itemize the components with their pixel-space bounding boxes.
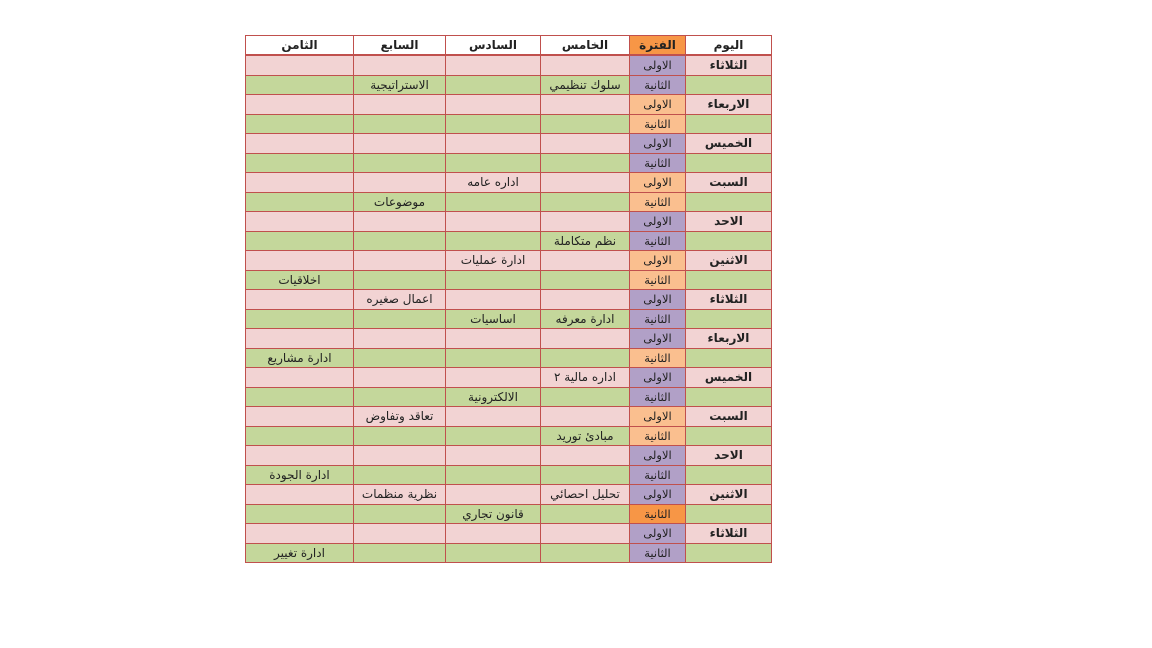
header-day: اليوم xyxy=(686,36,772,56)
day-cell: الاحد xyxy=(686,446,772,466)
subject-cell-seventh: اعمال صغيره xyxy=(354,290,446,310)
subject-cell-eighth xyxy=(246,153,354,173)
day-cell: الخميس xyxy=(686,368,772,388)
day-cell xyxy=(686,348,772,368)
subject-cell-sixth: اساسيات xyxy=(446,309,541,329)
subject-cell-seventh xyxy=(354,348,446,368)
period-cell: الاولى xyxy=(630,446,686,466)
subject-cell-seventh xyxy=(354,446,446,466)
day-cell: السبت xyxy=(686,173,772,193)
period-cell: الثانية xyxy=(630,348,686,368)
table-row xyxy=(246,543,772,563)
subject-cell-fifth xyxy=(541,270,630,290)
subject-cell-fifth: مبادئ توريد xyxy=(541,426,630,446)
subject-cell-seventh xyxy=(354,173,446,193)
subject-cell-seventh xyxy=(354,368,446,388)
period-cell: الثانية xyxy=(630,465,686,485)
subject-cell-eighth xyxy=(246,485,354,505)
day-cell xyxy=(686,309,772,329)
schedule-body xyxy=(246,55,772,563)
subject-cell-seventh xyxy=(354,153,446,173)
period-cell: الثانية xyxy=(630,114,686,134)
day-cell xyxy=(686,426,772,446)
subject-cell-eighth xyxy=(246,524,354,544)
period-cell: الاولى xyxy=(630,251,686,271)
subject-cell-seventh: الاستراتيجية xyxy=(354,75,446,95)
table-row xyxy=(246,212,772,232)
period-cell: الاولى xyxy=(630,95,686,115)
subject-cell-seventh xyxy=(354,55,446,75)
period-cell: الاولى xyxy=(630,290,686,310)
day-cell xyxy=(686,153,772,173)
subject-cell-sixth xyxy=(446,446,541,466)
subject-cell-fifth xyxy=(541,55,630,75)
subject-cell-fifth xyxy=(541,524,630,544)
day-cell xyxy=(686,543,772,563)
day-cell: الاثنين xyxy=(686,251,772,271)
subject-cell-eighth: ادارة تغيير xyxy=(246,543,354,563)
period-cell: الثانية xyxy=(630,504,686,524)
subject-cell-seventh xyxy=(354,212,446,232)
header-row xyxy=(246,36,772,56)
period-cell: الثانية xyxy=(630,231,686,251)
subject-cell-sixth: اداره عامه xyxy=(446,173,541,193)
subject-cell-sixth xyxy=(446,524,541,544)
subject-cell-eighth xyxy=(246,75,354,95)
subject-cell-fifth xyxy=(541,251,630,271)
subject-cell-fifth xyxy=(541,95,630,115)
subject-cell-eighth xyxy=(246,290,354,310)
period-cell: الثانية xyxy=(630,153,686,173)
table-row xyxy=(246,485,772,505)
subject-cell-seventh xyxy=(354,134,446,154)
day-cell: الثلاثاء xyxy=(686,524,772,544)
subject-cell-seventh xyxy=(354,329,446,349)
table-row xyxy=(246,75,772,95)
subject-cell-eighth xyxy=(246,309,354,329)
subject-cell-sixth: قانون تجاري xyxy=(446,504,541,524)
table-row xyxy=(246,446,772,466)
subject-cell-sixth xyxy=(446,55,541,75)
subject-cell-seventh: نظرية منظمات xyxy=(354,485,446,505)
period-cell: الثانية xyxy=(630,426,686,446)
table-row xyxy=(246,426,772,446)
period-cell: الثانية xyxy=(630,75,686,95)
subject-cell-seventh xyxy=(354,387,446,407)
day-cell: الثلاثاء xyxy=(686,290,772,310)
header-eighth: الثامن xyxy=(246,36,354,56)
subject-cell-eighth xyxy=(246,426,354,446)
subject-cell-eighth: ادارة الجودة xyxy=(246,465,354,485)
period-cell: الاولى xyxy=(630,524,686,544)
subject-cell-fifth xyxy=(541,212,630,232)
period-cell: الاولى xyxy=(630,134,686,154)
period-cell: الثانية xyxy=(630,387,686,407)
period-cell: الثانية xyxy=(630,192,686,212)
subject-cell-sixth xyxy=(446,368,541,388)
table-row xyxy=(246,524,772,544)
subject-cell-sixth xyxy=(446,231,541,251)
table-row xyxy=(246,290,772,310)
table-row xyxy=(246,348,772,368)
table-row xyxy=(246,407,772,427)
table-row xyxy=(246,251,772,271)
table-row xyxy=(246,465,772,485)
subject-cell-fifth: اداره مالية ٢ xyxy=(541,368,630,388)
subject-cell-fifth xyxy=(541,173,630,193)
subject-cell-fifth xyxy=(541,465,630,485)
subject-cell-fifth xyxy=(541,329,630,349)
day-cell: الاحد xyxy=(686,212,772,232)
subject-cell-eighth xyxy=(246,329,354,349)
period-cell: الثانية xyxy=(630,309,686,329)
table-row xyxy=(246,134,772,154)
subject-cell-sixth xyxy=(446,212,541,232)
subject-cell-sixth xyxy=(446,95,541,115)
period-cell: الاولى xyxy=(630,173,686,193)
subject-cell-sixth xyxy=(446,290,541,310)
subject-cell-seventh xyxy=(354,251,446,271)
subject-cell-sixth xyxy=(446,465,541,485)
subject-cell-seventh: تعاقد وتفاوض xyxy=(354,407,446,427)
table-row xyxy=(246,387,772,407)
period-cell: الثانية xyxy=(630,543,686,563)
subject-cell-eighth: ادارة مشاريع xyxy=(246,348,354,368)
subject-cell-sixth: الالكترونية xyxy=(446,387,541,407)
subject-cell-seventh xyxy=(354,270,446,290)
subject-cell-seventh: موضوعات xyxy=(354,192,446,212)
subject-cell-fifth xyxy=(541,192,630,212)
subject-cell-fifth xyxy=(541,504,630,524)
schedule-table xyxy=(245,35,772,563)
subject-cell-fifth: ادارة معرفه xyxy=(541,309,630,329)
day-cell xyxy=(686,231,772,251)
subject-cell-seventh xyxy=(354,114,446,134)
table-row xyxy=(246,55,772,75)
subject-cell-fifth xyxy=(541,153,630,173)
subject-cell-eighth xyxy=(246,95,354,115)
subject-cell-sixth xyxy=(446,407,541,427)
subject-cell-eighth xyxy=(246,55,354,75)
period-cell: الاولى xyxy=(630,55,686,75)
header-fifth: الخامس xyxy=(541,36,630,56)
subject-cell-eighth: اخلاقيات xyxy=(246,270,354,290)
table-row xyxy=(246,231,772,251)
day-cell: الخميس xyxy=(686,134,772,154)
day-cell: الاثنين xyxy=(686,485,772,505)
subject-cell-seventh xyxy=(354,95,446,115)
subject-cell-fifth: تحليل احصائي xyxy=(541,485,630,505)
subject-cell-eighth xyxy=(246,504,354,524)
table-row xyxy=(246,329,772,349)
day-cell xyxy=(686,192,772,212)
subject-cell-sixth: ادارة عمليات xyxy=(446,251,541,271)
table-row xyxy=(246,270,772,290)
subject-cell-sixth xyxy=(446,114,541,134)
subject-cell-eighth xyxy=(246,387,354,407)
subject-cell-sixth xyxy=(446,543,541,563)
subject-cell-eighth xyxy=(246,231,354,251)
subject-cell-sixth xyxy=(446,153,541,173)
day-cell: الثلاثاء xyxy=(686,55,772,75)
subject-cell-sixth xyxy=(446,426,541,446)
subject-cell-fifth: نظم متكاملة xyxy=(541,231,630,251)
subject-cell-sixth xyxy=(446,270,541,290)
subject-cell-seventh xyxy=(354,543,446,563)
table-row xyxy=(246,153,772,173)
subject-cell-fifth xyxy=(541,114,630,134)
subject-cell-sixth xyxy=(446,134,541,154)
subject-cell-fifth xyxy=(541,290,630,310)
subject-cell-eighth xyxy=(246,212,354,232)
subject-cell-eighth xyxy=(246,368,354,388)
subject-cell-eighth xyxy=(246,173,354,193)
day-cell xyxy=(686,114,772,134)
day-cell xyxy=(686,270,772,290)
subject-cell-eighth xyxy=(246,407,354,427)
header-seventh: السابع xyxy=(354,36,446,56)
table-row xyxy=(246,368,772,388)
day-cell xyxy=(686,504,772,524)
period-cell: الاولى xyxy=(630,407,686,427)
subject-cell-eighth xyxy=(246,446,354,466)
subject-cell-fifth xyxy=(541,348,630,368)
period-cell: الاولى xyxy=(630,485,686,505)
subject-cell-sixth xyxy=(446,348,541,368)
subject-cell-seventh xyxy=(354,504,446,524)
period-cell: الاولى xyxy=(630,212,686,232)
table-row xyxy=(246,95,772,115)
period-cell: الاولى xyxy=(630,329,686,349)
period-cell: الاولى xyxy=(630,368,686,388)
subject-cell-fifth: سلوك تنظيمي xyxy=(541,75,630,95)
subject-cell-eighth xyxy=(246,134,354,154)
subject-cell-eighth xyxy=(246,114,354,134)
header-sixth: السادس xyxy=(446,36,541,56)
header-period: الفترة xyxy=(630,36,686,56)
subject-cell-eighth xyxy=(246,192,354,212)
table-row xyxy=(246,504,772,524)
period-cell: الثانية xyxy=(630,270,686,290)
subject-cell-fifth xyxy=(541,134,630,154)
subject-cell-fifth xyxy=(541,407,630,427)
subject-cell-fifth xyxy=(541,387,630,407)
subject-cell-fifth xyxy=(541,446,630,466)
subject-cell-seventh xyxy=(354,309,446,329)
day-cell: السبت xyxy=(686,407,772,427)
day-cell xyxy=(686,465,772,485)
subject-cell-seventh xyxy=(354,231,446,251)
day-cell xyxy=(686,75,772,95)
subject-cell-sixth xyxy=(446,75,541,95)
subject-cell-eighth xyxy=(246,251,354,271)
table-row xyxy=(246,173,772,193)
day-cell: الاربعاء xyxy=(686,329,772,349)
subject-cell-seventh xyxy=(354,524,446,544)
subject-cell-fifth xyxy=(541,543,630,563)
subject-cell-seventh xyxy=(354,426,446,446)
subject-cell-sixth xyxy=(446,485,541,505)
subject-cell-sixth xyxy=(446,329,541,349)
day-cell xyxy=(686,387,772,407)
subject-cell-sixth xyxy=(446,192,541,212)
table-row xyxy=(246,114,772,134)
table-row xyxy=(246,309,772,329)
table-row xyxy=(246,192,772,212)
day-cell: الاربعاء xyxy=(686,95,772,115)
subject-cell-seventh xyxy=(354,465,446,485)
